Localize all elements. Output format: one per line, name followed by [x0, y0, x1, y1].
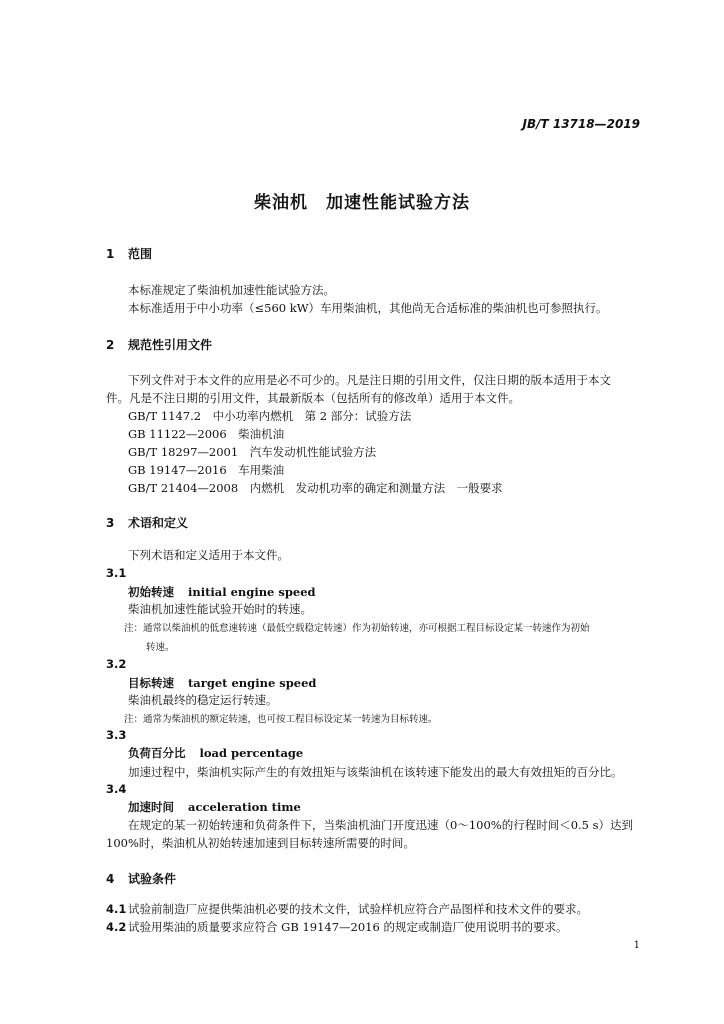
term-number: 3.1 — [106, 566, 127, 580]
paragraph-line: 下列文件对于本文件的应用是必不可少的。凡是注日期的引用文件，仅注日期的版本适用于本文 — [128, 373, 611, 387]
section-number: 4 — [106, 872, 115, 886]
section-2-heading — [106, 336, 212, 353]
clause-number: 4.1 — [106, 902, 127, 916]
section-title: 术语和定义 — [128, 516, 189, 530]
term-note: 注：通常以柴油机的低怠速转速（最低空载稳定转速）作为初始转速，亦可根据工程目标设定某一转速作为初始 — [124, 623, 590, 634]
standard-number-header: JB/T 13718—2019 — [522, 117, 640, 131]
clause-4-2 — [106, 919, 567, 935]
term-en: load percentage — [199, 746, 304, 760]
paragraph: 本标准适用于中小功率（≤560 kW）车用柴油机，其他尚无合适标准的柴油机也可参照执行。 — [128, 301, 608, 315]
term-definition: 柴油机加速性能试验开始时的转速。 — [128, 602, 312, 616]
section-1-heading — [106, 245, 152, 262]
paragraph-line: 件。凡是不注日期的引用文件，其最新版本（包括所有的修改单）适用于本文件。 — [106, 391, 520, 405]
section-title: 试验条件 — [128, 872, 177, 886]
term-zh: 目标转速 — [128, 676, 174, 690]
term-en: target engine speed — [188, 676, 317, 690]
paragraph: 本标准规定了柴油机加速性能试验方法。 — [128, 283, 335, 297]
term-heading — [128, 584, 316, 600]
section-title: 规范性引用文件 — [128, 338, 213, 352]
reference-item: GB 11122—2006 柴油机油 — [128, 427, 285, 441]
term-en: initial engine speed — [188, 585, 316, 599]
page-number: 1 — [633, 940, 640, 951]
term-number: 3.3 — [106, 728, 127, 742]
term-definition-line: 在规定的某一初始转速和负荷条件下，当柴油机油门开度迅速（0～100%的行程时间＜0.5 s）达到 — [128, 818, 634, 832]
document-title: 柴油机 加速性能试验方法 — [254, 193, 470, 213]
reference-item: GB/T 21404—2008 内燃机 发动机功率的确定和测量方法 一般要求 — [128, 481, 503, 495]
term-definition-line: 100%时，柴油机从初始转速加速到目标转速所需要的时间。 — [106, 836, 415, 850]
clause-text: 试验用柴油的质量要求应符合 GB 19147—2016 的规定或制造厂使用说明书的要求。 — [128, 920, 568, 934]
clause-number: 4.2 — [106, 920, 127, 934]
reference-item: GB 19147—2016 车用柴油 — [128, 463, 285, 477]
term-heading — [128, 745, 303, 761]
term-number: 3.4 — [106, 782, 127, 796]
term-zh: 负荷百分比 — [128, 746, 186, 760]
term-heading — [128, 675, 316, 691]
clause-4-1 — [106, 901, 588, 917]
section-number: 1 — [106, 247, 115, 261]
term-en: acceleration time — [188, 800, 301, 814]
term-definition: 加速过程中，柴油机实际产生的有效扭矩与该柴油机在该转速下能发出的最大有效扭矩的百分比。 — [128, 765, 623, 779]
term-note: 注：通常为柴油机的额定转速，也可按工程目标设定某一转速为目标转速。 — [124, 714, 438, 725]
term-zh: 加速时间 — [128, 800, 174, 814]
clause-text: 试验前制造厂应提供柴油机必要的技术文件，试验样机应符合产品图样和技术文件的要求。 — [128, 902, 588, 916]
reference-item: GB/T 18297—2001 汽车发动机性能试验方法 — [128, 445, 377, 459]
term-note: 转速。 — [146, 642, 175, 653]
section-title: 范围 — [128, 247, 153, 261]
section-4-heading — [106, 870, 176, 887]
term-heading — [128, 799, 301, 815]
term-definition: 柴油机最终的稳定运行转速。 — [128, 693, 278, 707]
term-zh: 初始转速 — [128, 585, 174, 599]
section-3-heading — [106, 514, 188, 531]
section-number: 2 — [106, 338, 115, 352]
paragraph: 下列术语和定义适用于本文件。 — [128, 548, 289, 562]
reference-item: GB/T 1147.2 中小功率内燃机 第 2 部分：试验方法 — [128, 409, 412, 423]
section-number: 3 — [106, 516, 115, 530]
term-number: 3.2 — [106, 657, 127, 671]
